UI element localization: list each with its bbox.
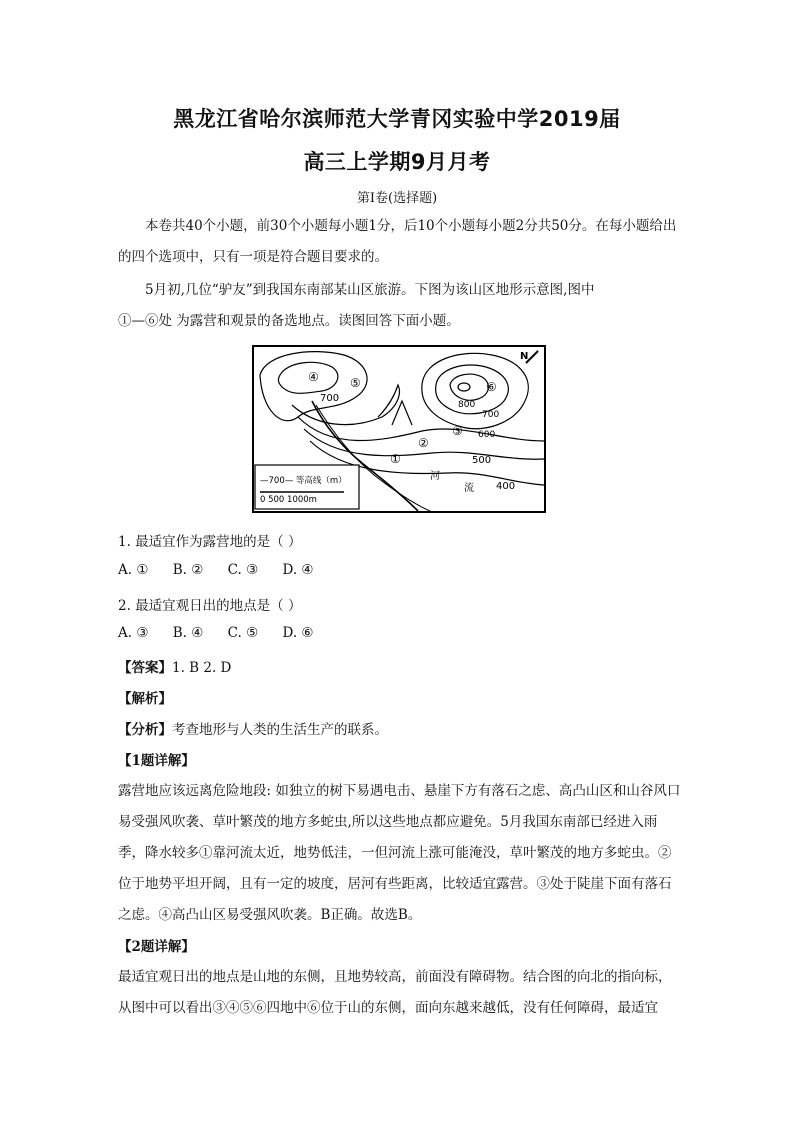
contour-label: 400 [496, 481, 516, 492]
river-label: 流 [464, 483, 474, 494]
option-c: C. ③ [227, 562, 259, 578]
north-arrow-label: N [520, 351, 529, 362]
option-b: B. ④ [172, 625, 204, 641]
doc-title-line1: 黑龙江省哈尔滨师范大学青冈实验中学2019届 [173, 107, 621, 131]
question-1-options [118, 562, 334, 578]
answer-line [118, 656, 231, 676]
site-marker-5: ⑤ [350, 376, 361, 390]
answer-value: 1. B 2. D [172, 660, 232, 676]
detail-2-heading: 【2题详解】 [118, 939, 195, 955]
analysis-heading: 【解析】 [118, 691, 172, 707]
detail-2-text: 最适宜观日出的地点是山地的东侧，且地势较高，前面没有障碍物。结合图的向北的指向标，从图中可以看出③④⑤⑥四地中⑥位于山的东侧，面向东越来越低，没有任何障碍，最适宜 [118, 969, 672, 1016]
question-2: 2. 最适宜观日出的地点是（ ） [118, 598, 302, 614]
detail-1-text: 露营地应该远离危险地段: 如独立的树下易遇电击、悬崖下方有落石之虑、高凸山区和山谷风口易受强风吹袭、草叶繁茂的地方多蛇虫,所以这些地点都应避免。5月我国东南部已经进入雨季，降水较多①靠河流太近，地势低洼，一但河流上涨可能淹没，草叶繁茂的地方多蛇虫。②位于地势平坦开阔，且有一定的坡度，居河有些距离，比较适宜露营。③处于陡崖下面有落石之虑。④高凸山区易受强风吹袭。B正确。故选B。 [118, 783, 681, 923]
analysis-text: 考查地形与人类的生活生产的联系。 [172, 722, 388, 738]
question-1: 1. 最适宜作为露营地的是（ ） [118, 534, 302, 550]
intro-paragraph: 本卷共40个小题，前30个小题每小题1分，后10个小题每小题2分共50分。在每小题给出的四个选项中，只有一项是符合题目要求的。 [118, 218, 677, 265]
doc-title-line2: 高三上学期9月月考 [303, 150, 491, 174]
option-d: D. ④ [282, 562, 314, 578]
detail-1-heading: 【1题详解】 [118, 753, 195, 769]
question-2-options [118, 625, 334, 641]
contour-label: 700 [482, 410, 500, 420]
legend-scale-label: 0 500 1000m [260, 495, 317, 505]
option-a: A. ③ [118, 625, 149, 641]
site-marker-3: ③ [452, 424, 463, 438]
contour-map [252, 345, 546, 513]
option-c: C. ⑤ [227, 625, 259, 641]
question-stem-line1: 5月初,几位“驴友”到我国东南部某山区旅游。下图为该山区地形示意图,图中 [145, 282, 595, 298]
site-marker-4: ④ [308, 370, 319, 384]
contour-label: 600 [478, 430, 496, 440]
analysis-line [118, 718, 388, 738]
contour-label: 500 [472, 455, 492, 466]
contour-label: 700 [320, 393, 340, 404]
answer-label: 【答案】 [118, 660, 172, 676]
analysis-label: 【分析】 [118, 722, 172, 738]
site-marker-2: ② [418, 436, 429, 450]
river-label: 河 [430, 471, 440, 482]
option-b: B. ② [172, 562, 204, 578]
site-marker-6: ⑥ [486, 380, 497, 394]
section-title: 第Ⅰ卷(选择题) [356, 191, 438, 206]
option-a: A. ① [118, 562, 149, 578]
question-stem-line2: ①—⑥处 为露营和观景的备选地点。读图回答下面小题。 [118, 313, 460, 329]
option-d: D. ⑥ [282, 625, 314, 641]
legend-contour-label: —700— 等高线（m） [260, 476, 347, 486]
contour-label: 800 [458, 400, 476, 410]
site-marker-1: ① [390, 452, 401, 466]
